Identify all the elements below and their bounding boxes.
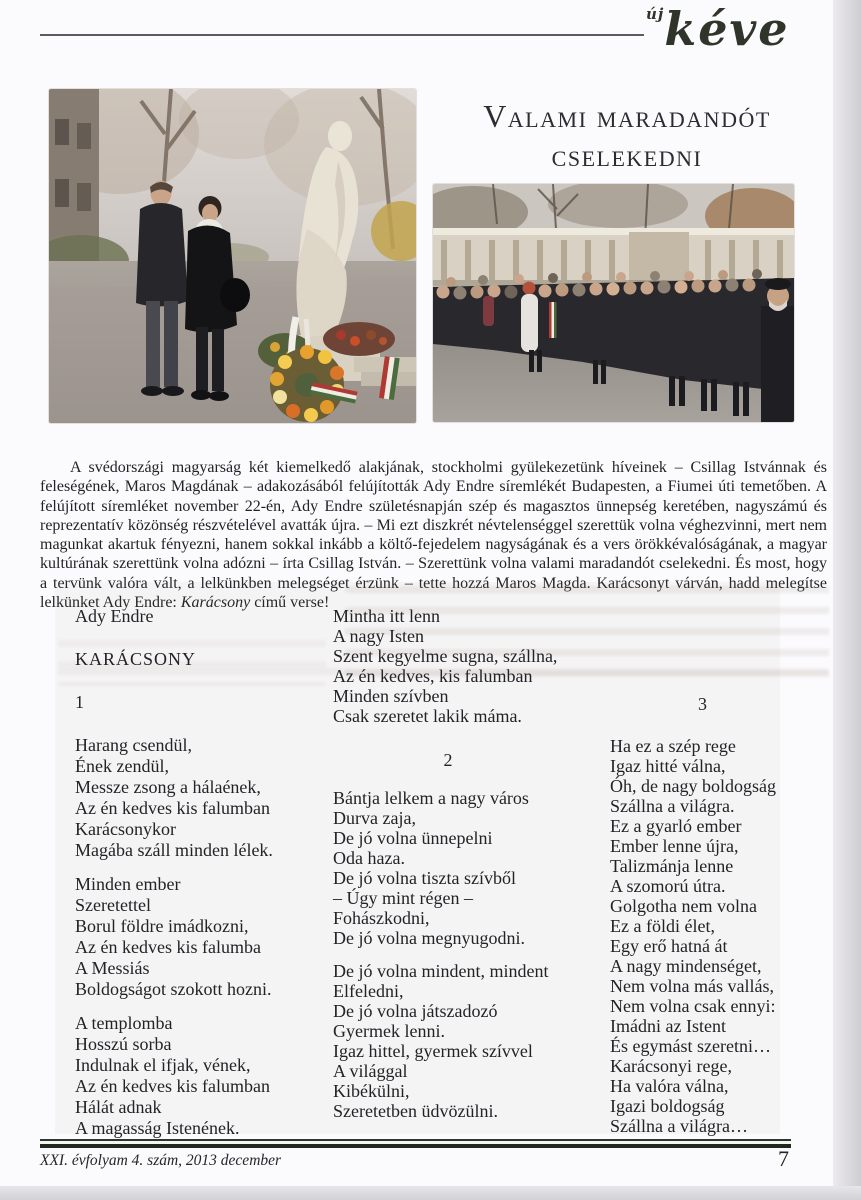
poem-line: Nem volna más vallás,: [610, 976, 774, 996]
scan-edge-right: [833, 0, 861, 1200]
poem-line: A magasság Istenének.: [75, 1118, 240, 1138]
poem-line: De jó volna ünnepelni: [333, 828, 493, 848]
crowd-photo: [432, 183, 795, 423]
poem-line: Hálát adnak: [75, 1097, 162, 1117]
poem-line: A nagy Isten: [333, 626, 424, 646]
scan-edge-bottom: [0, 1186, 861, 1200]
footer-issue: XXI. évfolyam 4. szám, 2013 december: [40, 1152, 282, 1169]
poem-column-3: [610, 606, 795, 1149]
poem-line: Talizmánja lenne: [610, 856, 734, 876]
part3-stanzas: [610, 736, 795, 1136]
poem-line: Ha ez a szép rege: [610, 736, 736, 756]
crowd-photo-illustration: [433, 184, 794, 422]
poem-line: Az én kedves kis falumban: [75, 798, 270, 818]
part2-stanzas: [333, 788, 563, 1121]
poem-line: A nagy mindenséget,: [610, 956, 762, 976]
poem-title: KARÁCSONY: [75, 649, 197, 669]
poem-line: Az én kedves, kis falumban: [333, 666, 533, 686]
poem-line: Szállna a világra.: [610, 796, 735, 816]
poem-line: Hosszú sorba: [75, 1034, 172, 1054]
poem-line: Ha valóra válna,: [610, 1076, 729, 1096]
poem-line: Kibékülni,: [333, 1081, 410, 1101]
lead-text: A svédországi magyarság két kiemelkedő alakjának, stockholmi gyülekezetünk híveinek – Csillag Istvánnak és feleségének, Maros Magdának – adakozásából felújították Ady Endre síremlékét Budapesten, a Fiumei úti temetőben. A felújított síremléket november 22-én, Ady Endre születésnapján szép és magasztos ünnepség keretében, nagyszámú és reprezentatív közönség részvételével avatták újra. – Mi ezt diszkrét névtelenséggel szerettük volna véghezvinni, mert nem magunkat akartuk fényezni, hanem sokkal inkább a költő-fejedelem nagyságának és a vers örökkévalóságának, a magyar kultúrának szerettünk volna adózni – írta Csillag István. – Szerettünk volna valami maradandót cselekedni. És most, hogy a tervünk valóra vált, a lelkünkben melegséget érzünk – tette hozzá Maros Magda. Karácsonyt várván, hadd melegítse lelkünket Ady Endre:: [40, 459, 827, 612]
part-number-2: 2: [443, 750, 453, 770]
poem-line: Minden szívben: [333, 686, 449, 706]
poem-line: De jó volna játszadozó: [333, 1001, 498, 1021]
part-number-3: 3: [698, 694, 707, 714]
poem-line: Oda haza.: [333, 848, 405, 868]
poem-line: Igaz hittel, gyermek szívvel: [333, 1041, 533, 1061]
poem-line: Szeretettel: [75, 895, 151, 915]
poem-line: Mintha itt lenn: [333, 606, 440, 626]
poem-line: Ez a földi élet,: [610, 916, 715, 936]
poem-line: De jó volna mindent, mindent: [333, 961, 549, 981]
poem-line: És egymást szeretni…: [610, 1036, 771, 1056]
poem-line: Minden ember: [75, 874, 181, 894]
poem-line: Gyermek lenni.: [333, 1021, 445, 1041]
poem-line: Bántja lelkem a nagy város: [333, 788, 529, 808]
part1-stanzas: [75, 735, 325, 1139]
stanza: [333, 961, 563, 1121]
poem-line: A világgal: [333, 1061, 408, 1081]
poem-line: Az én kedves kis falumba: [75, 937, 261, 957]
memorial-photo-illustration: [49, 89, 416, 423]
poem-line: Szállna a világra…: [610, 1116, 748, 1136]
poem-line: Boldogságot szokott hozni.: [75, 979, 272, 999]
poem-line: A szomorú útra.: [610, 876, 726, 896]
lead-text-end: című verse!: [250, 594, 330, 612]
poem-column-1: [75, 606, 325, 1152]
poem-column-2: [333, 606, 563, 1134]
logo-name: kéve: [664, 2, 790, 56]
poem-line: Harang csendül,: [75, 735, 192, 755]
title-line: cselekedni: [551, 137, 703, 173]
title-line: Valami maradandót: [483, 98, 771, 134]
poem-line: Durva zaja,: [333, 808, 416, 828]
poem-line: Golgotha nem volna: [610, 896, 757, 916]
part-number-1: 1: [75, 692, 84, 712]
poem-line: Fohászkodni,: [333, 908, 430, 928]
poem-line: Szeretetben üdvözülni.: [333, 1101, 498, 1121]
poem-line: Óh, de nagy boldogság: [610, 776, 776, 796]
stanza: [75, 874, 325, 1000]
poem-line: Karácsonyi rege,: [610, 1056, 732, 1076]
part1-continued-stanzas: [333, 606, 563, 726]
memorial-photo: [48, 88, 417, 424]
logo-prefix: új: [646, 5, 665, 23]
poem-line: Magába száll minden lélek.: [75, 840, 273, 860]
poem-line: A Messiás: [75, 958, 150, 978]
poem-line: Szent kegyelme sugna, szállna,: [333, 646, 558, 666]
poem-line: Karácsonykor: [75, 819, 176, 839]
stanza: [333, 606, 563, 726]
poem-line: Csak szeretet lakik máma.: [333, 706, 522, 726]
masthead-logo: [646, 2, 789, 56]
poem-line: Igaz hitté válna,: [610, 756, 726, 776]
poem-line: De jó volna tiszta szívből: [333, 868, 516, 888]
stanza: [75, 1013, 325, 1139]
poem-line: Igazi boldogság: [610, 1096, 725, 1116]
white-coat-figure: [521, 294, 538, 352]
stanza: [75, 735, 325, 861]
stanza: [333, 788, 563, 948]
poem-line: Ez a gyarló ember: [610, 816, 742, 836]
poem-author: Ady Endre: [75, 606, 154, 626]
poem-line: De jó volna megnyugodni.: [333, 928, 525, 948]
poem-title-inline: Karácsony: [180, 594, 251, 612]
poem-line: Az én kedves kis falumban: [75, 1076, 270, 1096]
poem-line: A templomba: [75, 1013, 173, 1033]
stanza: [610, 736, 795, 1136]
poem-line: Elfeledni,: [333, 981, 404, 1001]
poem-line: – Úgy mint régen –: [333, 888, 473, 908]
poem-line: Indulnak el ifjak, vének,: [75, 1055, 251, 1075]
masthead-rule: [40, 34, 644, 36]
poem-line: Nem volna csak ennyi:: [610, 996, 776, 1016]
poem-line: Egy erő hatná át: [610, 936, 728, 956]
article-title: [428, 97, 826, 175]
poem-line: Ének zendül,: [75, 756, 169, 776]
poem-line: Borul földre imádkozni,: [75, 916, 249, 936]
poem-line: Messze zsong a hálaének,: [75, 777, 261, 797]
footer-page-number: 7: [778, 1146, 789, 1171]
poem-line: Ember lenne újra,: [610, 836, 739, 856]
poem-line: Imádni az Istent: [610, 1016, 726, 1036]
tricolor-ribbon: [549, 302, 557, 338]
footer-rule: [40, 1139, 791, 1148]
